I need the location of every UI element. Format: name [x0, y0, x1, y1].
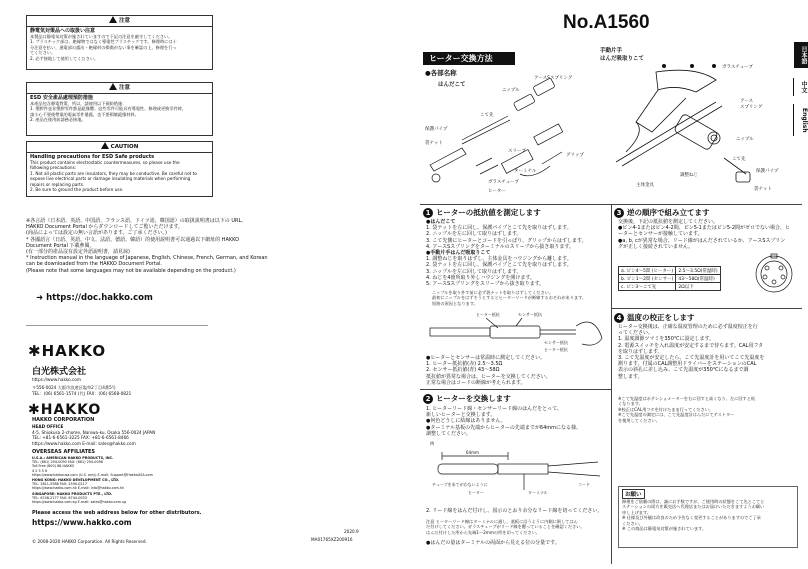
request-line: 修理をご依頼の際は、誠にお手数ですが、ご使用時の状態をこて先とこてと	[622, 499, 765, 504]
overseas-title: OVERSEAS AFFILIATES	[32, 449, 95, 455]
notice-line: HAKKO Document Portal からダウンロードしてご覧いただけます。	[26, 224, 184, 231]
section-divider	[420, 389, 611, 390]
section-divider	[611, 308, 802, 309]
part-label: ニップル	[502, 88, 520, 93]
doc-portal-link[interactable]	[36, 293, 153, 303]
request-line: ※ この商品は静電気対策が施されています。	[622, 526, 707, 532]
heater-diagram-label: チューブをあてがわないように	[432, 482, 488, 487]
resistance-spec-table	[618, 266, 721, 291]
section-divider	[611, 204, 612, 564]
caution-line: 本產品包含靜電對策，所以，請使用以下預防措施：	[30, 101, 127, 106]
aff-line: TEL: 6748-2277 FAX: 6744-0033	[32, 495, 87, 500]
resistance-label: センサー抵抗	[544, 340, 568, 345]
caution-line: 請小心不要使帶電的電氣零件暴露，也不要損壞絕緣材料。	[30, 111, 139, 117]
caution-body	[30, 160, 197, 192]
s3-line: ●a, b, cが異常な場合、リード線がはんだされているか、アースSスプリン	[618, 237, 786, 244]
tool-label: 主体金具	[636, 183, 654, 188]
s1-line: 3. ニップルを左に回して取りはずします。	[426, 268, 522, 275]
measure-line: 2. センサー抵抗値(青) 43〜58Ω	[426, 367, 500, 374]
warning-icon	[109, 16, 117, 23]
heater-diagram-label: コード	[578, 482, 590, 487]
s1-line: 3. こて先側にヒーターとコードを引っぱり、グリップからはずします。	[426, 237, 587, 244]
head-office-label: HEAD OFFICE	[32, 424, 64, 429]
copyright: © 2008-2020 HAKKO Corporation. All Rights Reserved.	[32, 539, 147, 544]
tool-sub: はんだ吸取りこて	[600, 56, 645, 62]
s4-note-line: くなります。	[618, 401, 643, 407]
caution-line: 1. Not all plastic parts are insulators, they may be conductive. Be careful not to	[30, 170, 197, 176]
section-4-notes	[618, 396, 755, 423]
aff-line: https://www.hakkousa.com (U.S. only) E-mail: Support@HakkoUSA.com	[32, 472, 153, 477]
caution-heading: 静電気対策品への取扱い注意	[30, 28, 96, 34]
s4-note-line: ※こて先温度はポテンショメーターを右に回すと高くなり、左に回すと低	[618, 396, 756, 401]
caution-line: 1. 塑膠件並非塑膠零件都是絕緣體；這些零件可能具有導電性。修理或更換零件時，	[30, 106, 187, 112]
s3-line: グが正しく接続されていません。	[618, 243, 694, 250]
aff-line: https://www.hakko.com.hk E-mail: info@hakko.com.hk	[32, 486, 125, 491]
part-label: グリップ	[566, 153, 584, 158]
s4-line: 1. 温度調節ツマミを350℃に設定します。	[618, 336, 715, 343]
tool-label: 調整ねじ	[680, 173, 698, 178]
s1-line: 4. ねじを4箇所取り外しハウジングを開けます。	[426, 274, 535, 281]
table-cell: 43〜58Ω(常温時)	[676, 275, 720, 283]
tool-label: ガラスチューブ	[722, 65, 753, 70]
corp-name: HAKKO CORPORATION	[32, 417, 95, 423]
resistance-label: ヒーター抵抗	[476, 312, 500, 317]
company-jp-tel: TEL：(06) 6561-1574 (代) FAX：(06) 6568-0821	[32, 391, 132, 396]
lang-tab-japanese[interactable]: 日本語	[794, 42, 808, 68]
distributors-note: Please access the web address below for other distributors.	[32, 510, 202, 516]
company-jp-url: https://www.hakko.com	[32, 377, 81, 382]
section-2-last: ●はんだの量はターミナルの両面から見える位の分量です。	[426, 540, 560, 546]
caution-line: 1. プラスチック部は、絶縁物ではなく導電性プラスチックです。修理時には十	[30, 39, 177, 45]
caution-box-cn	[26, 82, 213, 136]
divider	[26, 325, 208, 326]
caution-heading: Handling precautions for ESD Safe products	[30, 154, 155, 160]
section-1-text: ヒーターの抵抗値を測定します	[436, 208, 541, 217]
part-label: アースSスプリング	[534, 76, 573, 81]
caution-title: CAUTION	[110, 144, 139, 150]
s4-note-line: ※校正はCAL用フタを付けたまま行ってください。	[618, 406, 714, 412]
resistance-label: ヒーター抵抗	[544, 347, 568, 352]
table-cell: 2.5〜3.5Ω(常温時)	[676, 267, 720, 275]
tool-label: 袋ナット	[754, 187, 772, 192]
tool-title: 手動片手	[600, 48, 623, 54]
doc-code: MA01765XZ200916	[311, 537, 353, 542]
measure-line: ●ヒーターとセンサーは常温時に測定してください。	[426, 355, 546, 361]
notice-line: Document Portal 下載參閱。	[26, 242, 95, 249]
caution-line: てください。	[30, 50, 56, 56]
s4-line: 整します。	[618, 373, 643, 380]
company-jp-name: 白光株式会社	[32, 367, 87, 377]
table-cell: c. ピン3〜こて先	[619, 283, 676, 291]
caution-box-jp	[26, 15, 213, 70]
tool-label: スプリング	[740, 105, 763, 110]
section-1-measure	[426, 355, 551, 386]
section-3-text: 逆の順序で組み立てます	[627, 208, 710, 217]
notice-line: (有一部分的產品沒有設定外語說明書，請見諒)	[26, 249, 130, 256]
s2-line: ●ターミナル基板の先端からヒーターの先端までが64mmになる様、	[426, 424, 582, 431]
part-label: 保護パイプ	[425, 127, 448, 132]
s4-line: 表示の斜孔に差し込み、こて先温度が350℃になるまで調	[618, 367, 749, 374]
section-4-text: 温度の校正をします	[627, 313, 695, 322]
table-row	[619, 283, 721, 291]
print-date: 2020.9	[344, 529, 359, 534]
caution-title: 注意	[118, 85, 130, 91]
s3-line: ●ピン4-1またはピン4-2間、ピン5-1またはピン5-2間がゼロでない場合、ヒ	[618, 225, 791, 232]
notice-line: * Instruction manual in the language of Japanese, English, Chinese, French, German, and Korean	[26, 255, 268, 262]
s3-line: 交換後、下記の抵抗値を測定してください。	[618, 219, 719, 225]
notice-line: (商品によっては設定の無い言語があります。ご了承ください。)	[26, 230, 168, 237]
caution-line: following precautions:	[30, 165, 77, 171]
aff-line: U.S.A.: AMERICAN HAKKO PRODUCTS, INC.	[32, 456, 114, 460]
lang-tab-chinese[interactable]: 中文	[793, 78, 808, 96]
caution-line: 2. 必ず接地して使用してください。	[30, 55, 99, 61]
notice-line: (Please note that some languages may not be available depending on the product.)	[26, 267, 236, 274]
s4-line: 測ります。付属のCAL調整用ドライバーをステーションのCAL	[618, 361, 757, 368]
measure-line: 1. ヒーター抵抗値(赤) 2.5〜3.5Ω	[426, 361, 503, 368]
table-row	[619, 275, 721, 283]
notice-line: can be downloaded from the HAKKO Document Portal.	[26, 261, 162, 268]
desoldering-tool-diagram	[596, 62, 796, 202]
hakko-mark-icon: ✱	[28, 402, 41, 418]
request-body	[622, 499, 764, 531]
section-4-body	[618, 324, 764, 380]
caution-box-en	[26, 141, 213, 197]
section-1-note	[432, 290, 586, 306]
section-1-title: 1 ヒーターの抵抗値を測定します	[423, 207, 541, 218]
section-2-step2: 2. リード線をはんだ付けし、図示のとおり余分なリード線を切ってください。	[426, 508, 603, 514]
ho-line: 4-5, Shiokusa 2-chome, Naniwa-ku, Osaka 556-0024 JAPAN	[32, 430, 156, 435]
s1-line: 2. 袋ナットを左に回し、保護パイプとこて先を取りはずします。	[426, 262, 572, 269]
caution-line: 2. Be sure to ground the product before use.	[30, 187, 124, 193]
hakko-logo-en: ✱HAKKO	[28, 402, 102, 418]
example-label: 例	[430, 441, 435, 446]
s2-note-line: 注意 ヒーターリード線はターミナルに通し、基板に沿うように内側に倒してはん	[426, 519, 578, 524]
connector-pin-diagram	[750, 250, 798, 302]
resistance-measure-diagram	[426, 308, 608, 354]
s4-line: ってください。	[618, 330, 654, 337]
aff-line: TEL: 2811-5588 FAX: 2590-0217	[32, 482, 87, 487]
soldering-iron-exploded-diagram	[422, 70, 594, 200]
s4-line: 3. こて先温度が安定したら、こて先温度計を用いてこて先温度を	[618, 355, 765, 362]
tool-label: 保護パイプ	[756, 169, 779, 174]
aff-line: SINGAPORE: HAKKO PRODUCTS PTE., LTD.	[32, 491, 113, 496]
notice-line: ※各言語（日本語、英語、中国語、フランス語、ドイツ語、韓国語）の取扱説明書は以下の URL、	[26, 218, 247, 224]
s1-line: 4. アースSスプリングをターミナルのスリーブから抜き取ります。	[426, 243, 574, 250]
part-label: ターミナル	[514, 169, 537, 174]
s4-note-line: ※こて先温度の測定には、こて先温度計はんだにてテストター	[618, 412, 735, 418]
resistance-label: センサー抵抗	[518, 312, 542, 317]
affiliates-list	[32, 456, 153, 504]
table-cell: a. ピン4〜5間 (ヒーター)	[619, 267, 676, 275]
parts-sub: はんだこて	[438, 82, 466, 88]
s4-line: 2. 電源スイッチを入れ温度が安定するまで待ちます。CAL用フタ	[618, 342, 764, 349]
doc-portal-url[interactable]: https://doc.hakko.com	[46, 293, 153, 303]
request-line: ください。	[622, 520, 643, 526]
manual-notice	[26, 218, 268, 274]
parts-title: ●各部名称	[425, 69, 457, 77]
s1-line: ●手動片手はんだ吸取りこて	[426, 250, 491, 257]
part-label: ガラスチューブ	[488, 180, 519, 185]
section-2-text: ヒーターを交換します	[436, 394, 511, 403]
s2-note-line: だ付けしてください。ガラスチューブがリード線を覆っていることを確認ください。	[426, 524, 585, 530]
caution-body	[30, 101, 186, 123]
measure-line: 抵抗値が異常な場合は、ヒーターを交換してください。	[426, 373, 551, 380]
tool-label: ニップル	[736, 137, 754, 142]
s4-line: ヒーター交換後は、正確な温度管理のために必ず温度校正を行	[618, 324, 758, 330]
caution-line: This product contains electrostatic countermeasures, so please use the	[30, 160, 180, 165]
aff-line: HONG KONG: HAKKO DEVELOPMENT CO., LTD.	[32, 478, 120, 483]
head-office-info	[32, 430, 155, 446]
s1-line: 1. 調整ねじを取りはずし、主体金具をハウジングから離します。	[426, 256, 572, 263]
caution-line: 分注意を払い、通電部の露出・絶縁材の損傷がない事を確認の上、修理を行っ	[30, 44, 177, 50]
s2-line: 新しいヒーターと交換します。	[426, 412, 496, 419]
hakko-mark-icon: ✱	[28, 342, 42, 360]
request-box	[618, 486, 798, 548]
table-cell: 2Ω以下	[676, 283, 720, 291]
ho-line: https://www.hakko.com E-mail: sales@hakko.com	[32, 440, 136, 446]
s3-line: ーターとセンサーが接触しています。	[618, 231, 703, 238]
s1-line: ●はんだこて	[426, 219, 456, 225]
caution-line: expose live electrical parts or damage insulating materials when performing	[30, 176, 191, 182]
section-3-body	[618, 219, 790, 250]
s1-line: 2. ニップルを左に回して取りはずします。	[426, 231, 522, 238]
s2-line: ●何色どうしに結線はありません。	[426, 418, 506, 425]
hakko-logo-jp: ✱HAKKO	[28, 342, 107, 360]
banner-heater-replacement: ヒーター交換方法	[423, 52, 515, 65]
model-number: No.A1560	[563, 12, 650, 33]
heater-diagram-label: ターミナル	[528, 490, 548, 495]
section-2-title: 2 ヒーターを交換します	[423, 393, 511, 404]
part-label: スリーブ	[508, 149, 526, 154]
part-label: ヒーター	[488, 189, 506, 194]
warning-icon	[101, 142, 109, 149]
caution-line: 2. 產品在使用前請務必接地。	[30, 117, 86, 123]
aff-line: Toll Free (800) 88-HAKKO	[32, 464, 75, 469]
section-2-steps	[426, 406, 581, 437]
tool-label: こて先	[732, 157, 746, 162]
dimension-label: 64mm	[466, 450, 479, 455]
request-line: ※ 仕様及び外観は改良のため予告なく変更することがありますのでご了承	[622, 515, 761, 521]
aff-line: 4 2 5 5 6	[32, 468, 48, 473]
request-line: 申し上げます。	[622, 509, 651, 515]
s4-note-line: を使用してください。	[618, 417, 660, 423]
heater-length-diagram	[428, 446, 608, 498]
section-2-note	[426, 519, 585, 535]
s1-note-line: 短絡の原因となります。	[432, 300, 478, 306]
request-line: ステーションの両方を販売店へ代理店またはお届けいただきますようお願い	[622, 504, 765, 510]
s1-line: 5. アースSスプリングをスリーブから抜き取ります。	[426, 281, 545, 288]
section-4-title: 4 温度の校正をします	[614, 312, 695, 323]
part-label: 袋ナット	[425, 141, 443, 146]
caution-heading: ESD 安全產品處理預防措施	[30, 95, 93, 101]
arrow-right-icon: ➜	[36, 293, 47, 303]
caution-line: repairs or replacing parts.	[30, 181, 85, 187]
s2-line: 1. ヒーターリード線・センサーリード線のはんだをとって、	[426, 406, 562, 412]
table-cell: b. ピン1〜2間 (センサー)	[619, 275, 676, 283]
s2-note-line: はんだ付けした所から先端1〜2mmの所を切ってください。	[426, 529, 540, 535]
measure-line: 正常な場合はコードの断線が考えられます。	[426, 379, 526, 386]
section-3-title: 3 逆の順序で組み立てます	[614, 207, 710, 218]
caution-line: 本製品は静電気対策が施されていますので下記の注意を厳守してください。	[30, 34, 173, 39]
aff-line: TEL: (661) 294-0090 FAX: (661) 294-0096	[32, 460, 103, 465]
table-row	[619, 267, 721, 275]
request-title: お願い	[622, 489, 645, 499]
s1-line: 1. 袋ナットを左に回し、保護パイプとこて先を取りはずします。	[426, 225, 572, 232]
tool-label: アース	[740, 99, 754, 104]
warning-icon	[109, 83, 117, 90]
s1-note-line: 最初にニップルをはずそうとするとヒーターリードが断線するおそれがあります。	[432, 295, 587, 301]
caution-body	[30, 34, 177, 61]
company-jp-addr: 〒556-0024 大阪市浪速区塩草2丁目4番5号	[32, 385, 116, 390]
notice-line: * 各國語言（日語、英語、中文、法語、德語、韓語）的使用説明書可以通過以下網址的 HAKKO	[26, 236, 240, 243]
section-1-steps	[426, 219, 587, 287]
hakko-website-link[interactable]: https://www.hakko.com	[32, 518, 132, 527]
s2-line: 調整してください。	[426, 430, 472, 437]
part-label: こて先	[480, 113, 494, 118]
caution-title: 注意	[118, 18, 130, 24]
s4-line: を取りはずします。	[618, 348, 663, 355]
heater-diagram-label: ヒーター	[468, 490, 484, 495]
ho-line: TEL: +81-6-6561-3225 FAX: +81-6-6561-8466	[32, 435, 129, 441]
lang-tab-english[interactable]: English	[793, 104, 808, 136]
s1-note-line: ニップルを取り外す前に必ず袋ナットを取りはずしてください。	[432, 290, 554, 295]
aff-line: https://www.hakko.com.sg E-mail: sales@hakko.com.sg	[32, 500, 126, 505]
